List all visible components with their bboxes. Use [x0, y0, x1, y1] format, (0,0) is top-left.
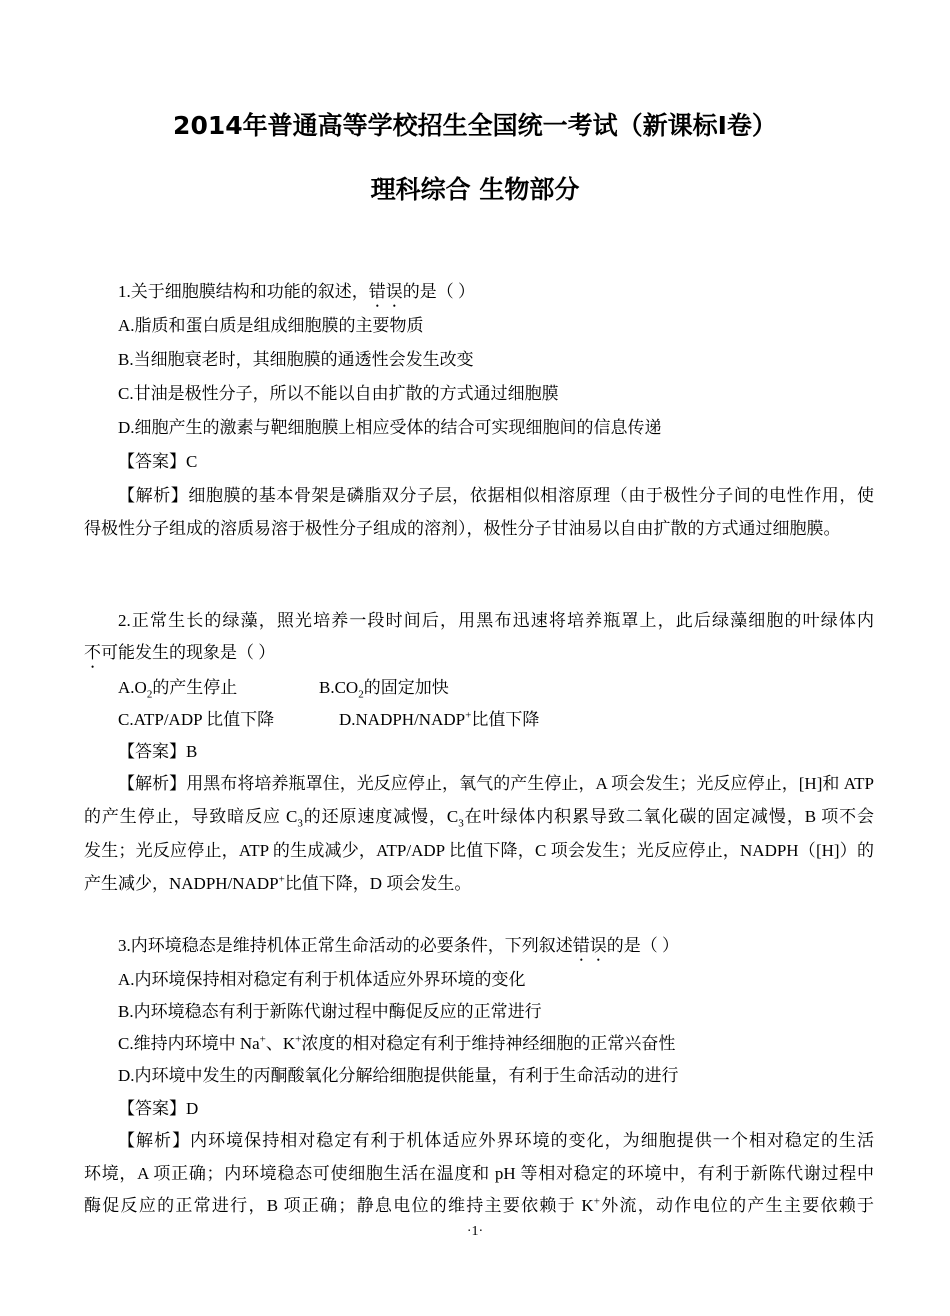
emphasis-not: 不	[84, 643, 101, 662]
question-3-option-c: C.维持内环境中 Na+、K+浓度的相对稳定有利于维持神经细胞的正常兴奋性	[118, 1033, 676, 1053]
question-1-explanation-line: 【解析】细胞膜的基本骨架是磷脂双分子层，依据相似相溶原理（由于极性分子间的电性作用，使	[118, 486, 874, 505]
question-3-option-b: B.内环境稳态有利于新陈代谢过程中酶促反应的正常进行	[118, 1002, 542, 1021]
question-3-stem: 3.内环境稳态是维持机体正常生命活动的必要条件，下列叙述错误的是（ ）	[118, 936, 679, 955]
question-2-option-c: C.ATP/ADP 比值下降	[118, 710, 275, 729]
question-1-option-b: B.当细胞衰老时，其细胞膜的通透性会发生改变	[118, 350, 474, 369]
question-2-stem-cont: 不可能发生的现象是（ ）	[84, 643, 276, 662]
question-2-answer: 【答案】B	[118, 742, 198, 761]
question-2-stem: 2.正常生长的绿藻，照光培养一段时间后，用黑布迅速将培养瓶罩上，此后绿藻细胞的叶绿体内	[118, 611, 874, 630]
question-1-option-a: A.脂质和蛋白质是组成细胞膜的主要物质	[118, 316, 424, 335]
question-3-answer: 【答案】D	[118, 1099, 199, 1118]
question-2-explanation-line: 产生减少，NADPH/NADP+比值下降，D 项会发生。	[84, 873, 472, 893]
question-2-explanation-line: 的产生停止，导致暗反应 $C_3$的还原速度减慢，$C_3$在叶绿体内积累导致二氧化碳的固定减慢，B 项不会	[84, 807, 875, 830]
document-title: 2014年普通高等学校招生全国统一考试（新课标Ⅰ卷）	[173, 111, 777, 140]
question-2-option-a: $A.O_2$的产生停止	[118, 678, 238, 701]
question-1-answer: 【答案】C	[118, 452, 198, 471]
emphasis-wrong: 错误	[368, 282, 403, 301]
question-2-explanation-line: 发生；光反应停止，ATP 的生成减少，ATP/ADP 比值下降，C 项会发生；光反应停止，NADPH（[H]）的	[84, 841, 874, 860]
question-2-explanation-line: 【解析】用黑布将培养瓶罩住，光反应停止，氧气的产生停止，A 项会发生；光反应停止，[H]和 ATP	[118, 774, 874, 793]
emphasis-wrong: 错误	[572, 936, 607, 955]
question-2-option-d: D.NADPH/NADP+比值下降	[339, 709, 540, 729]
question-3-option-d: D.内环境中发生的丙酮酸氧化分解给细胞提供能量，有利于生命活动的进行	[118, 1066, 679, 1085]
question-3-explanation-line: 酶促反应的正常进行，B 项正确；静息电位的维持主要依赖于 K+外流，动作电位的产生主要依赖于	[84, 1195, 875, 1215]
question-2-option-b: $B.CO_2$的固定加快	[319, 678, 449, 701]
page-number: ·1·	[466, 1224, 484, 1239]
question-1-stem: 1.关于细胞膜结构和功能的叙述，错误的是（ ）	[118, 282, 475, 301]
document-subtitle: 理科综合 生物部分	[370, 175, 580, 204]
question-1-option-c: C.甘油是极性分子，所以不能以自由扩散的方式通过细胞膜	[118, 384, 559, 403]
question-3-explanation-line: 【解析】内环境保持相对稳定有利于机体适应外界环境的变化，为细胞提供一个相对稳定的生活	[118, 1131, 874, 1150]
question-1-explanation-line: 得极性分子组成的溶质易溶于极性分子组成的溶剂），极性分子甘油易以自由扩散的方式通过细胞膜。	[84, 519, 841, 538]
question-3-explanation-line: 环境，A 项正确；内环境稳态可使细胞生活在温度和 pH 等相对稳定的环境中，有利于新陈代谢过程中	[84, 1164, 874, 1183]
question-3-option-a: A.内环境保持相对稳定有利于机体适应外界环境的变化	[118, 970, 526, 989]
question-1-option-d: D.细胞产生的激素与靶细胞膜上相应受体的结合可实现细胞间的信息传递	[118, 418, 662, 437]
